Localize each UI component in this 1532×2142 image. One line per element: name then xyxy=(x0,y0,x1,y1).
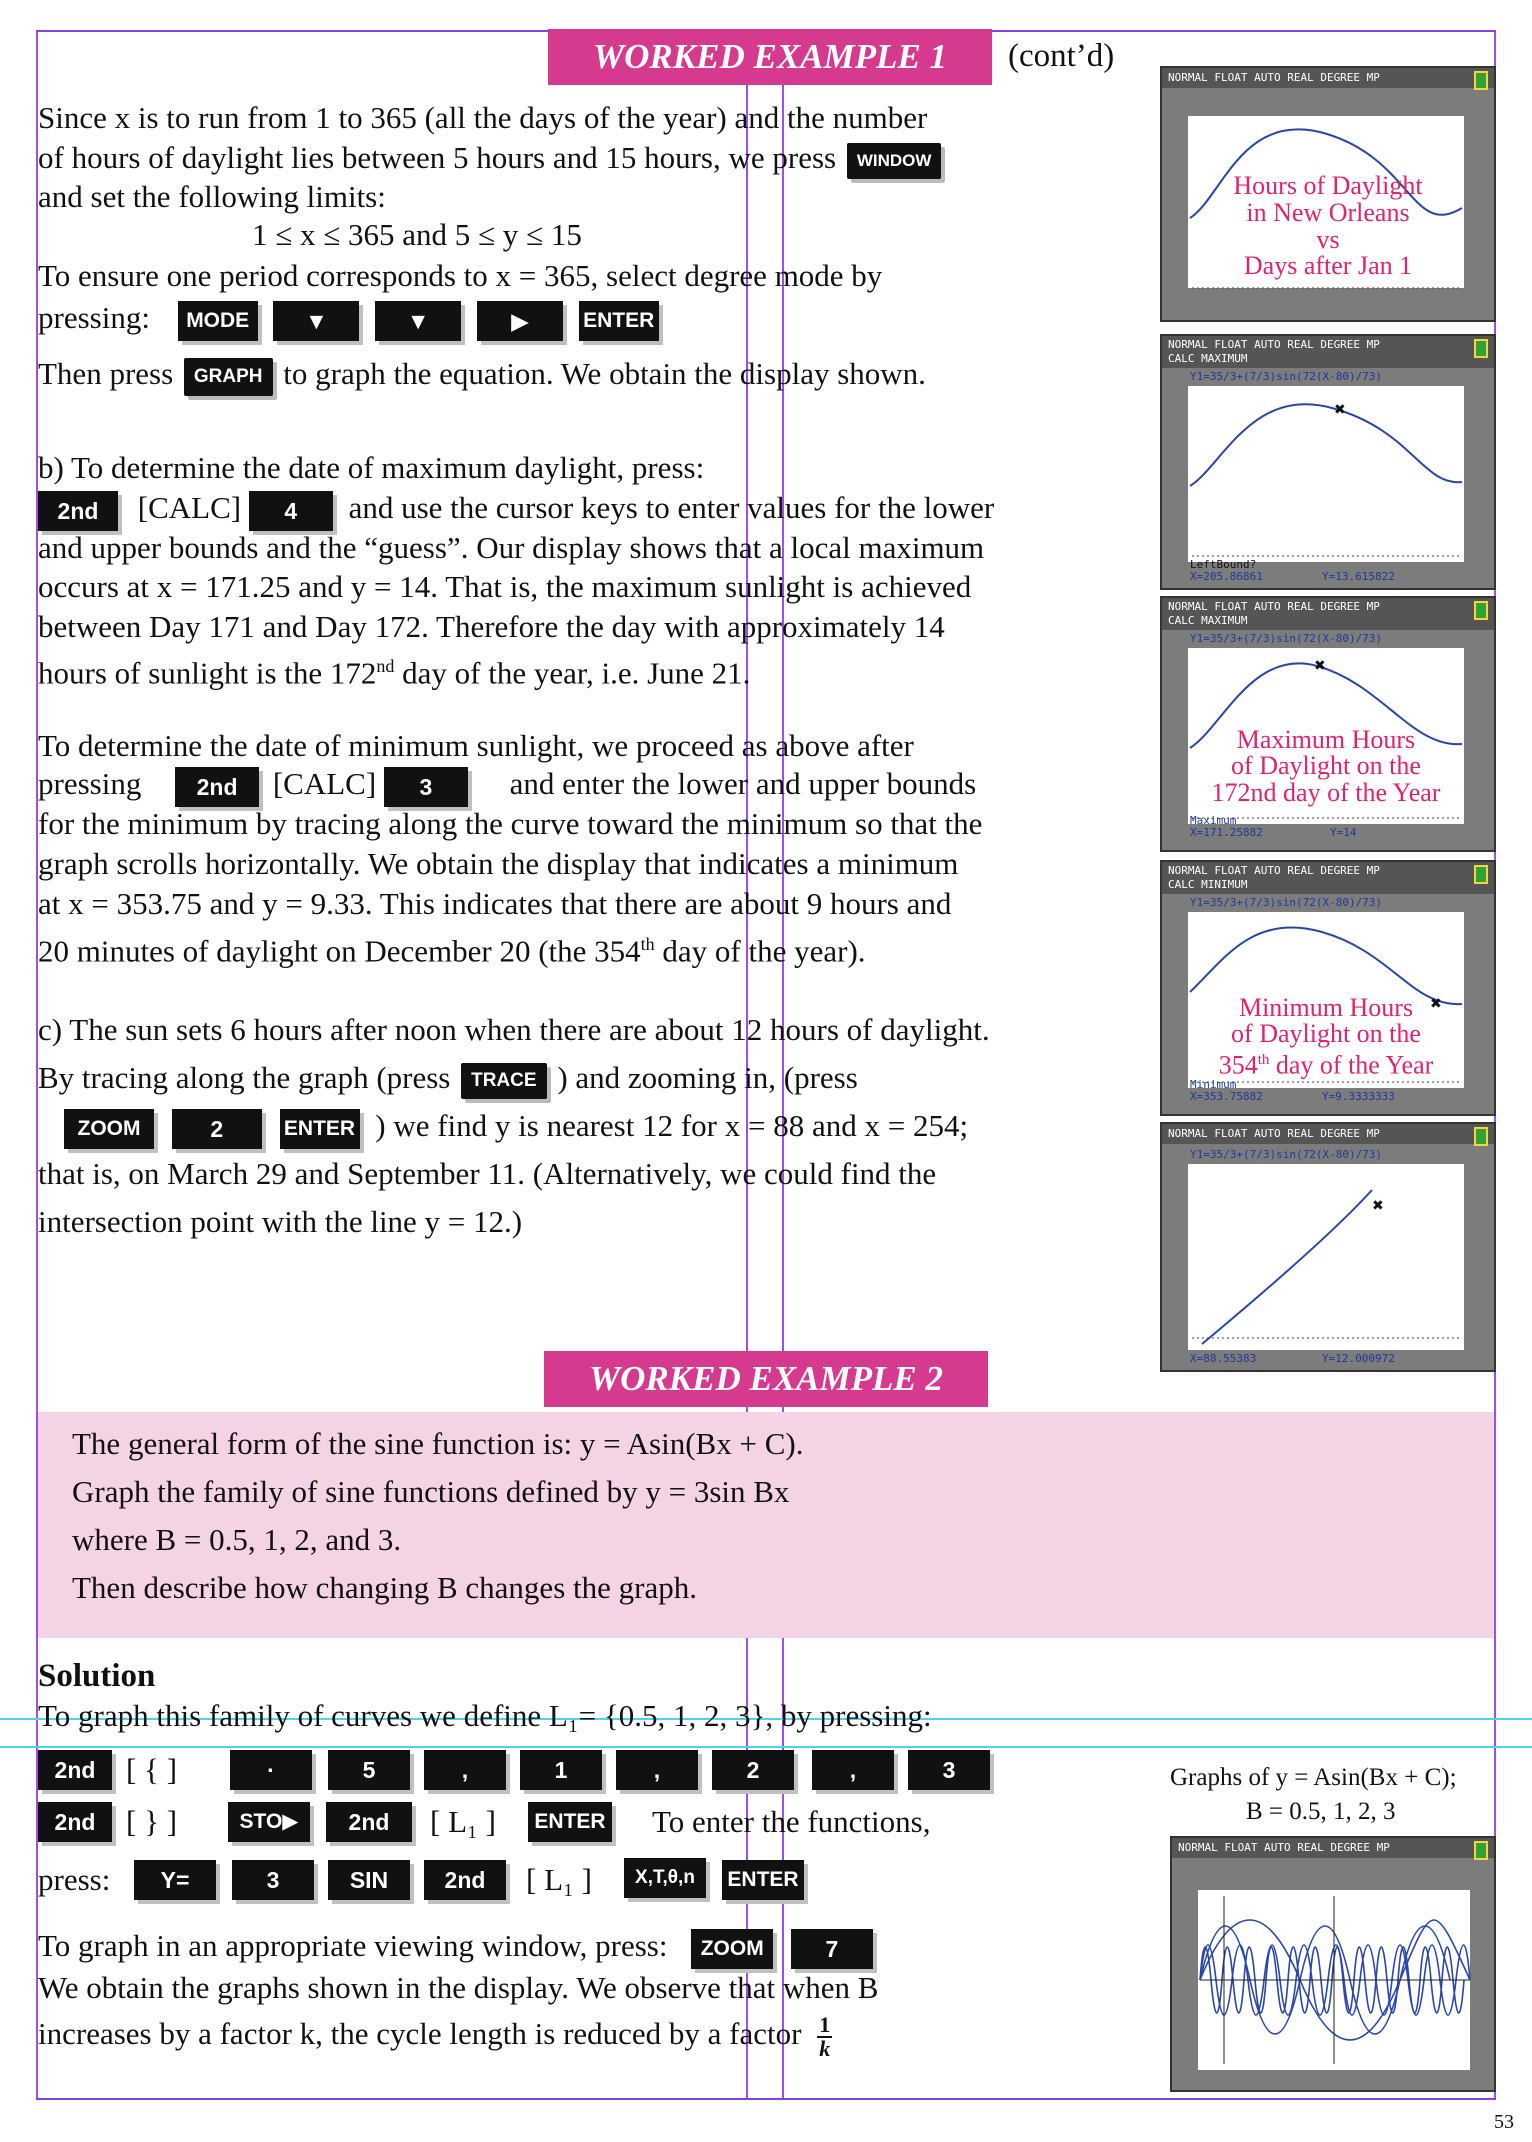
sine-family-plot xyxy=(1172,1838,1494,2090)
s5-x: X=88.55383 xyxy=(1190,1352,1257,1365)
r3-key-2nd[interactable]: 2nd xyxy=(424,1860,506,1900)
solution-line4: To graph in an appropriate viewing window, press: ZOOM 7 xyxy=(38,1926,873,1969)
2-key[interactable]: 2 xyxy=(172,1109,262,1149)
s3-line1: Maximum Hours xyxy=(1236,725,1416,754)
right-key[interactable]: ▶ xyxy=(477,301,563,341)
para-min-line4: graph scrolls horizontally. We obtain the display that indicates a minimum xyxy=(38,846,959,881)
trace-key[interactable]: TRACE xyxy=(461,1063,546,1099)
guide-bottom xyxy=(36,2098,1496,2100)
caption-line2: B = 0.5, 1, 2, 3 xyxy=(1246,1798,1396,1825)
limits-line: 1 ≤ x ≤ 365 and 5 ≤ y ≤ 15 xyxy=(252,217,582,252)
mode-key[interactable]: MODE xyxy=(178,301,258,341)
r1-key-1[interactable]: 1 xyxy=(520,1750,602,1790)
enter-key-c[interactable]: ENTER xyxy=(280,1109,360,1149)
guide-cyan-2 xyxy=(0,1746,1532,1748)
para-b-line1: b) To determine the date of maximum daylight, press: xyxy=(38,450,705,485)
r2-key-2nd-b[interactable]: 2nd xyxy=(326,1802,412,1842)
we2-line4: Then describe how changing B changes the graph. xyxy=(72,1570,697,1605)
r2-list: [ L₁ ] xyxy=(430,1804,496,1839)
status-bar: NORMAL FLOAT AUTO REAL DEGREE MP CALC MINIMUM xyxy=(1162,862,1494,894)
r2-key-2nd[interactable]: 2nd xyxy=(38,1802,112,1842)
svg-text:✖: ✖ xyxy=(1334,403,1346,418)
4-key[interactable]: 4 xyxy=(249,491,333,531)
r1-key-2[interactable]: 2 xyxy=(712,1750,794,1790)
para-c-line1: c) The sun sets 6 hours after noon when there are about 12 hours of daylight. xyxy=(38,1012,990,1047)
r1-key-dot[interactable]: · xyxy=(230,1750,312,1790)
r2-key-enter[interactable]: ENTER xyxy=(528,1802,612,1842)
we2-line3: where B = 0.5, 1, 2, and 3. xyxy=(72,1522,402,1557)
s3-label: Maximum xyxy=(1190,814,1237,827)
status-bar: NORMAL FLOAT AUTO REAL DEGREE MP xyxy=(1162,1124,1494,1144)
svg-text:✖: ✖ xyxy=(1314,659,1326,674)
calc-screen-3 xyxy=(1160,596,1496,852)
s3-y: Y=14 xyxy=(1330,826,1357,839)
s4-label: Minimum xyxy=(1190,1078,1237,1091)
para-a-line2: of hours of daylight lies between 5 hours and 15 hours, we press WINDOW xyxy=(38,138,944,179)
status-bar: NORMAL FLOAT AUTO REAL DEGREE MP xyxy=(1172,1838,1494,1858)
2nd-key-b[interactable]: 2nd xyxy=(175,767,259,807)
para-min-line5: at x = 353.75 and y = 9.33. This indicates that there are about 9 hours and xyxy=(38,886,952,921)
solution-title: Solution xyxy=(38,1658,156,1694)
zoom-key-sol[interactable]: ZOOM xyxy=(691,1929,773,1969)
s1-line2: in New Orleans xyxy=(1246,198,1410,227)
r1-key-3[interactable]: 3 xyxy=(908,1750,990,1790)
we2-line2: Graph the family of sine functions defined by y = 3sin Bx xyxy=(72,1474,790,1509)
r2-text: To enter the functions, xyxy=(652,1804,931,1839)
7-key[interactable]: 7 xyxy=(791,1929,873,1969)
calc-screen-6 xyxy=(1170,1836,1496,2092)
calc-screen-4 xyxy=(1160,860,1496,1116)
s4-y: Y=9.3333333 xyxy=(1322,1090,1395,1103)
para-a-line5: To ensure one period corresponds to x = 365, select degree mode by xyxy=(38,258,883,293)
screen-2-plot xyxy=(1162,336,1494,588)
r2-brace: [ } ] xyxy=(126,1804,178,1839)
para-b-line3: and upper bounds and the “guess”. Our display shows that a local maximum xyxy=(38,530,985,565)
para-b-line5: between Day 171 and Day 172. Therefore the day with approximately 14 xyxy=(38,609,945,644)
s3-x: X=171.25882 xyxy=(1190,826,1263,839)
r1-key-comma-2[interactable]: , xyxy=(616,1750,698,1790)
s1-line1: Hours of Daylight xyxy=(1233,171,1423,200)
s1-line3: vs xyxy=(1316,225,1340,254)
s3-line2: of Daylight on the xyxy=(1231,751,1421,780)
para-c-line3: ZOOM 2 ENTER ) we find y is nearest 12 for x = 88 and x = 254; xyxy=(38,1106,968,1149)
s4-x: X=353.75882 xyxy=(1190,1090,1263,1103)
status-bar: NORMAL FLOAT AUTO REAL DEGREE MP CALC MAXIMUM xyxy=(1162,336,1494,368)
s1-line4: Days after Jan 1 xyxy=(1243,251,1413,280)
s4-equation: Y1=35/3+(7/3)sin(72(X-80)/73) xyxy=(1190,896,1383,909)
status-bar: NORMAL FLOAT AUTO REAL DEGREE MP xyxy=(1162,68,1494,88)
worked-example-2-banner: WORKED EXAMPLE 2 xyxy=(544,1351,988,1407)
s4-line1: Minimum Hours xyxy=(1238,993,1414,1022)
para-b-line2: 2nd [CALC] 4 and use the cursor keys to enter values for the lower xyxy=(38,488,994,531)
s2-y: Y=13.615822 xyxy=(1322,570,1395,583)
worked-example-1-banner: WORKED EXAMPLE 1 xyxy=(548,29,992,85)
enter-key[interactable]: ENTER xyxy=(579,301,659,341)
r1-key-2nd[interactable]: 2nd xyxy=(38,1750,112,1790)
r1-key-comma-1[interactable]: , xyxy=(424,1750,506,1790)
s4-line3: 354th day of the Year xyxy=(1218,1050,1434,1080)
caption-line1: Graphs of y = Asin(Bx + C); xyxy=(1170,1764,1457,1791)
r3-key-enter[interactable]: ENTER xyxy=(722,1860,804,1900)
down-key-2[interactable]: ▼ xyxy=(375,301,461,341)
press-label: press: xyxy=(38,1862,111,1897)
s2-equation: Y1=35/3+(7/3)sin(72(X-80)/73) xyxy=(1190,370,1383,383)
3-key[interactable]: 3 xyxy=(384,767,468,807)
r3-key-xt[interactable]: X,T,θ,n xyxy=(624,1858,706,1898)
zoom-key[interactable]: ZOOM xyxy=(64,1109,154,1149)
2nd-key[interactable]: 2nd xyxy=(38,491,118,531)
r3-key-sin[interactable]: SIN xyxy=(328,1860,410,1900)
window-key[interactable]: WINDOW xyxy=(847,143,942,179)
svg-text:✖: ✖ xyxy=(1372,1199,1384,1214)
screen-3-plot xyxy=(1162,598,1494,850)
svg-text:✖: ✖ xyxy=(1430,997,1442,1012)
r3-key-3[interactable]: 3 xyxy=(232,1860,314,1900)
solution-line1: To graph this family of curves we define L₁= {0.5, 1, 2, 3}, by pressing: xyxy=(38,1698,932,1733)
calc-screen-1 xyxy=(1160,66,1496,322)
s3-equation: Y1=35/3+(7/3)sin(72(X-80)/73) xyxy=(1190,632,1383,645)
r1-key-5[interactable]: 5 xyxy=(328,1750,410,1790)
fraction: $\frac{1}{k}$ xyxy=(819,2012,831,2061)
solution-line6: increases by a factor k, the cycle length is reduced by a factor $\frac{1}{k}$ xyxy=(38,2012,831,2061)
screen-5-plot xyxy=(1162,1124,1494,1370)
para-a-line7: Then press GRAPH to graph the equation. We obtain the display shown. xyxy=(38,354,926,396)
r1-brace: [ { ] xyxy=(126,1752,178,1787)
s3-line3: 172nd day of the Year xyxy=(1211,778,1441,807)
status-bar: NORMAL FLOAT AUTO REAL DEGREE MP CALC MAXIMUM xyxy=(1162,598,1494,630)
para-min-line3: for the minimum by tracing along the curve toward the minimum so that the xyxy=(38,806,983,841)
s4-line2: of Daylight on the xyxy=(1231,1019,1421,1048)
r3-list: [ L₁ ] xyxy=(526,1862,592,1897)
para-min-line1: To determine the date of minimum sunlight, we proceed as above after xyxy=(38,728,914,763)
s5-equation: Y1=35/3+(7/3)sin(72(X-80)/73) xyxy=(1190,1148,1383,1161)
para-c-line2: By tracing along the graph (press TRACE ) and zooming in, (press xyxy=(38,1058,858,1099)
para-c-line5: intersection point with the line y = 12.) xyxy=(38,1204,523,1239)
graph-key[interactable]: GRAPH xyxy=(184,358,273,396)
down-key-1[interactable]: ▼ xyxy=(273,301,359,341)
para-a-line6: pressing: MODE ▼ ▼ ▶ ENTER xyxy=(38,298,659,341)
para-b-line6: hours of sunlight is the 172nd day of the year, i.e. June 21. xyxy=(38,655,751,691)
para-min-line6: 20 minutes of daylight on December 20 (the 354th day of the year). xyxy=(38,933,866,969)
contd-label: (cont’d) xyxy=(1008,38,1115,74)
para-b-line4: occurs at x = 171.25 and y = 14. That is, the maximum sunlight is achieved xyxy=(38,569,972,604)
solution-line5: We obtain the graphs shown in the display. We observe that when B xyxy=(38,1970,879,2005)
calc-screen-2 xyxy=(1160,334,1496,590)
page-number: 53 xyxy=(1494,2111,1514,2133)
r1-key-comma-3[interactable]: , xyxy=(812,1750,894,1790)
we2-line1: The general form of the sine function is: y = Asin(Bx + C). xyxy=(72,1426,804,1461)
s5-y: Y=12.000972 xyxy=(1322,1352,1395,1365)
r3-key-y[interactable]: Y= xyxy=(134,1860,216,1900)
para-a-line3: and set the following limits: xyxy=(38,179,386,214)
s2-x: X=205.86861 xyxy=(1190,570,1263,583)
s2-prompt: LeftBound? xyxy=(1190,558,1257,571)
para-c-line4: that is, on March 29 and September 11. (Alternatively, we could find the xyxy=(38,1156,937,1191)
para-a-line1: Since x is to run from 1 to 365 (all the days of the year) and the number xyxy=(38,100,928,135)
r2-key-sto[interactable]: STO▶ xyxy=(228,1802,310,1842)
calc-screen-5 xyxy=(1160,1122,1496,1372)
para-min-line2: pressing 2nd [CALC] 3 and enter the lower and upper bounds xyxy=(38,764,976,807)
